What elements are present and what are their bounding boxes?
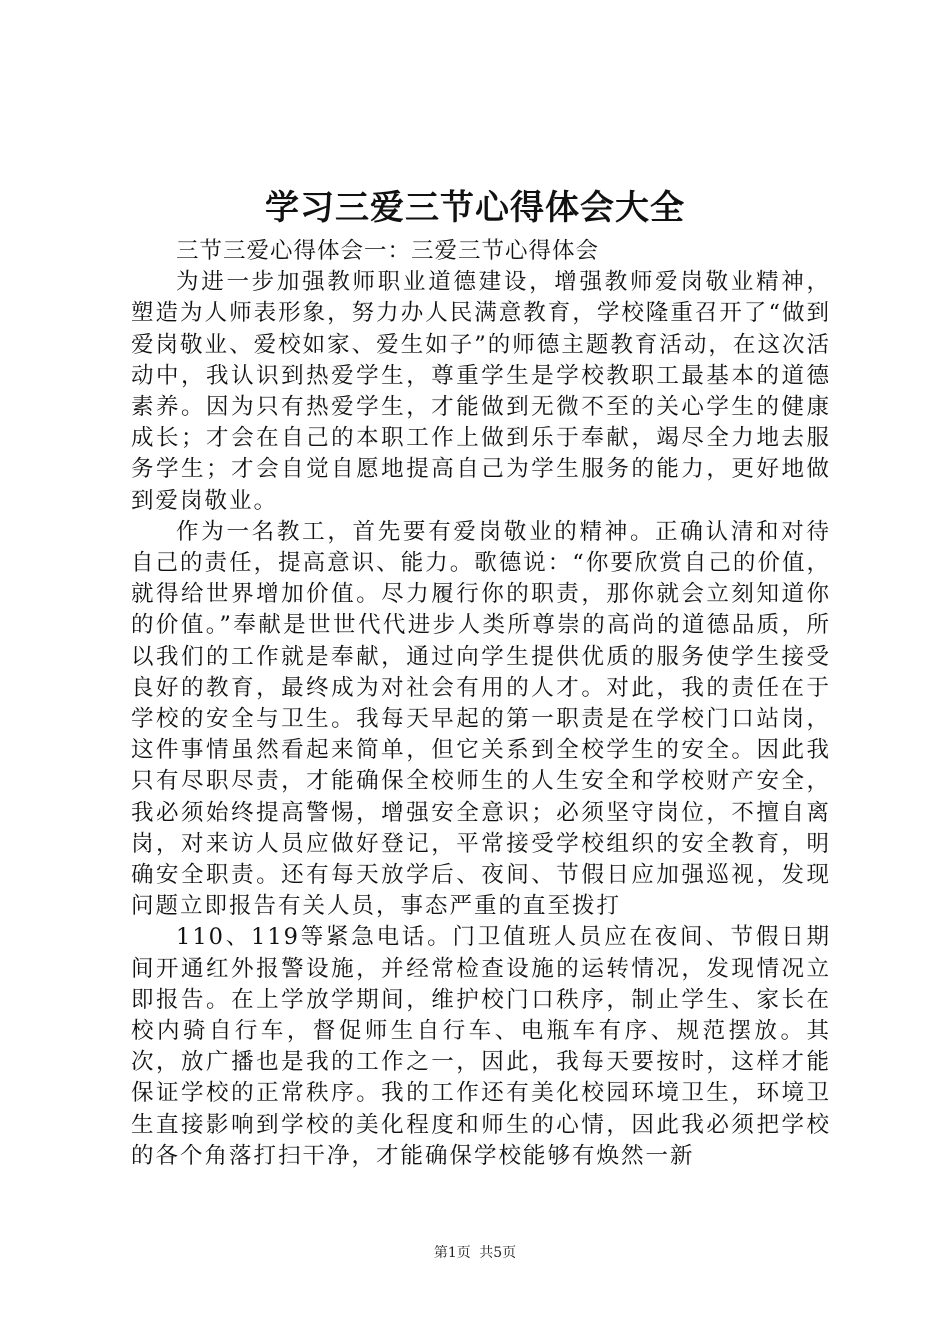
page-total: 共5页 (479, 1245, 517, 1261)
section-subtitle: 三节三爱心得体会一：三爱三节心得体会 (176, 238, 600, 264)
paragraph-2: 作为一名教工，首先要有爱岗敬业的精神。正确认清和对待自己的责任，提高意识、能力。歌德说：“你要欣赏自己的价值，就得给世界增加价值。尽力履行你的职责，那你就会立刻知道你的价值。”奉献是世世代代进步人类所尊崇的高尚的道德品质，所以我们的工作就是奉献，通过向学生提供优质的服务使学生接受良好的教育，最终成为对社会有用的人才。对此，我的责任在于学校的安全与卫生。我每天早起的第一职责是在学校门口站岗，这件事情虽然看起来简单，但它关系到全校学生的安全。因此我只有尽职尽责，才能确保全校师生的人生安全和学校财产安全，我必须始终提高警惕，增强安全意识；必须坚守岗位，不擅自离岗，对来访人员应做好登记，平常接受学校组织的安全教育，明确安全职责。还有每天放学后、夜间、节假日应加强巡视，发现问题立即报告有关人员，事态严重的直至拨打 (131, 518, 831, 920)
document-title: 学习三爱三节心得体会大全 (265, 188, 685, 228)
page-number: 第1页 (433, 1245, 471, 1261)
paragraph-1: 为进一步加强教师职业道德建设，增强教师爱岗敬业精神，塑造为人师表形象，努力办人民满意教育，学校隆重召开了“做到爱岗敬业、爱校如家、爱生如子”的师德主题教育活动，在这次活动中，我认识到热爱学生，尊重学生是学校教职工最基本的道德素养。因为只有热爱学生，才能做到无微不至的关心学生的健康成长；才会在自己的本职工作上做到乐于奉献，竭尽全力地去服务学生；才会自觉自愿地提高自己为学生服务的能力，更好地做到爱岗敬业。 (131, 269, 831, 514)
paragraph-3: 110、119等紧急电话。门卫值班人员应在夜间、节假日期间开通红外报警设施，并经常检查设施的运转情况，发现情况立即报告。在上学放学期间，维护校门口秩序，制止学生、家长在校内骑自行车，督促师生自行车、电瓶车有序、规范摆放。其次，放广播也是我的工作之一，因此，我每天要按时，这样才能保证学校的正常秩序。我的工作还有美化校园环境卫生，环境卫生直接影响到学校的美化程度和师生的心情，因此我必须把学校的各个角落打扫干净，才能确保学校能够有焕然一新 (131, 924, 831, 1169)
document-body (131, 236, 831, 1172)
page-footer (0, 1243, 950, 1263)
